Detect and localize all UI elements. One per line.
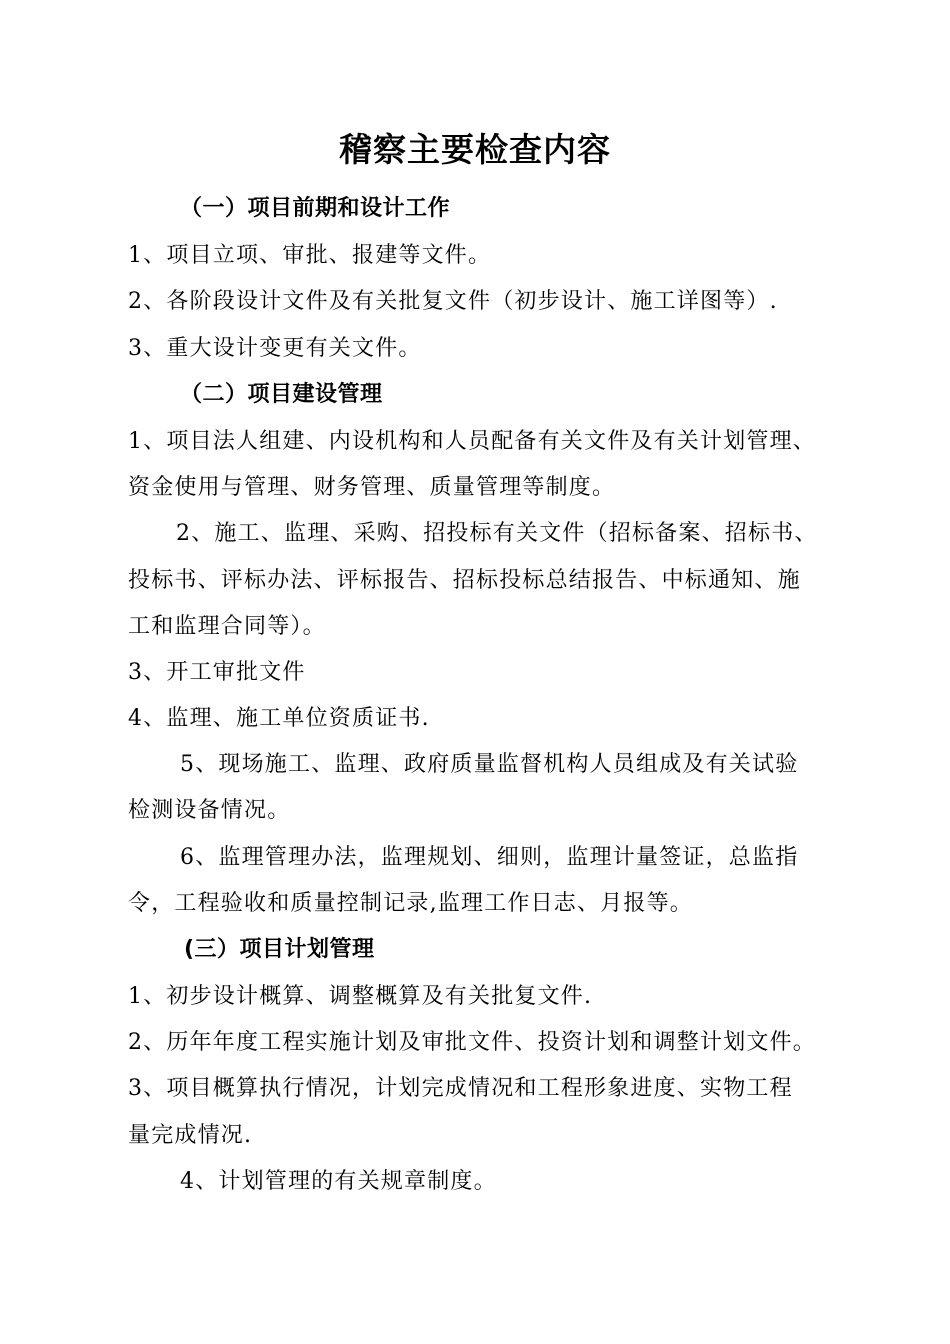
paragraph-line: 资金使用与管理、财务管理、质量管理等制度。 bbox=[128, 475, 616, 500]
paragraph-line: 6、监理管理办法，监理规划、细则，监理计量签证，总监指 bbox=[180, 845, 799, 870]
paragraph-line: 3、重大设计变更有关文件。 bbox=[128, 336, 422, 361]
paragraph-line: 1、项目立项、审批、报建等文件。 bbox=[128, 243, 492, 268]
paragraph-line: 3、项目概算执行情况，计划完成情况和工程形象进度、实物工程 bbox=[128, 1076, 793, 1101]
paragraph-line: 令，工程验收和质量控制记录,监理工作日志、月报等。 bbox=[128, 891, 693, 916]
paragraph-line: 4、监理、施工单位资质证书. bbox=[128, 706, 430, 731]
paragraph-line: 检测设备情况。 bbox=[128, 798, 291, 823]
section-heading-3: (三）项目计划管理 bbox=[184, 937, 375, 962]
paragraph-line: 2、历年年度工程实施计划及审批文件、投资计划和调整计划文件。 bbox=[128, 1030, 816, 1055]
paragraph-line: 1、初步设计概算、调整概算及有关批复文件. bbox=[128, 984, 593, 1009]
document-title: 稽察主要检查内容 bbox=[339, 130, 611, 169]
paragraph-line: 投标书、评标办法、评标报告、招标投标总结报告、中标通知、施 bbox=[128, 568, 801, 593]
paragraph-line: 2、各阶段设计文件及有关批复文件（初步设计、施工详图等）. bbox=[128, 289, 778, 314]
paragraph-line: 工和监理合同等）。 bbox=[128, 614, 326, 639]
paragraph-line: 量完成情况. bbox=[128, 1123, 253, 1148]
paragraph-line: 5、现场施工、监理、政府质量监督机构人员组成及有关试验 bbox=[180, 752, 799, 777]
paragraph-line: 3、开工审批文件 bbox=[128, 660, 306, 685]
section-heading-1: （一）项目前期和设计工作 bbox=[180, 196, 451, 221]
section-heading-2: （二）项目建设管理 bbox=[180, 382, 383, 407]
paragraph-line: 2、施工、监理、采购、招投标有关文件（招标备案、招标书、 bbox=[176, 521, 818, 546]
paragraph-line: 4、计划管理的有关规章制度。 bbox=[180, 1169, 497, 1194]
paragraph-line: 1、项目法人组建、内设机构和人员配备有关文件及有关计划管理、 bbox=[128, 429, 816, 454]
